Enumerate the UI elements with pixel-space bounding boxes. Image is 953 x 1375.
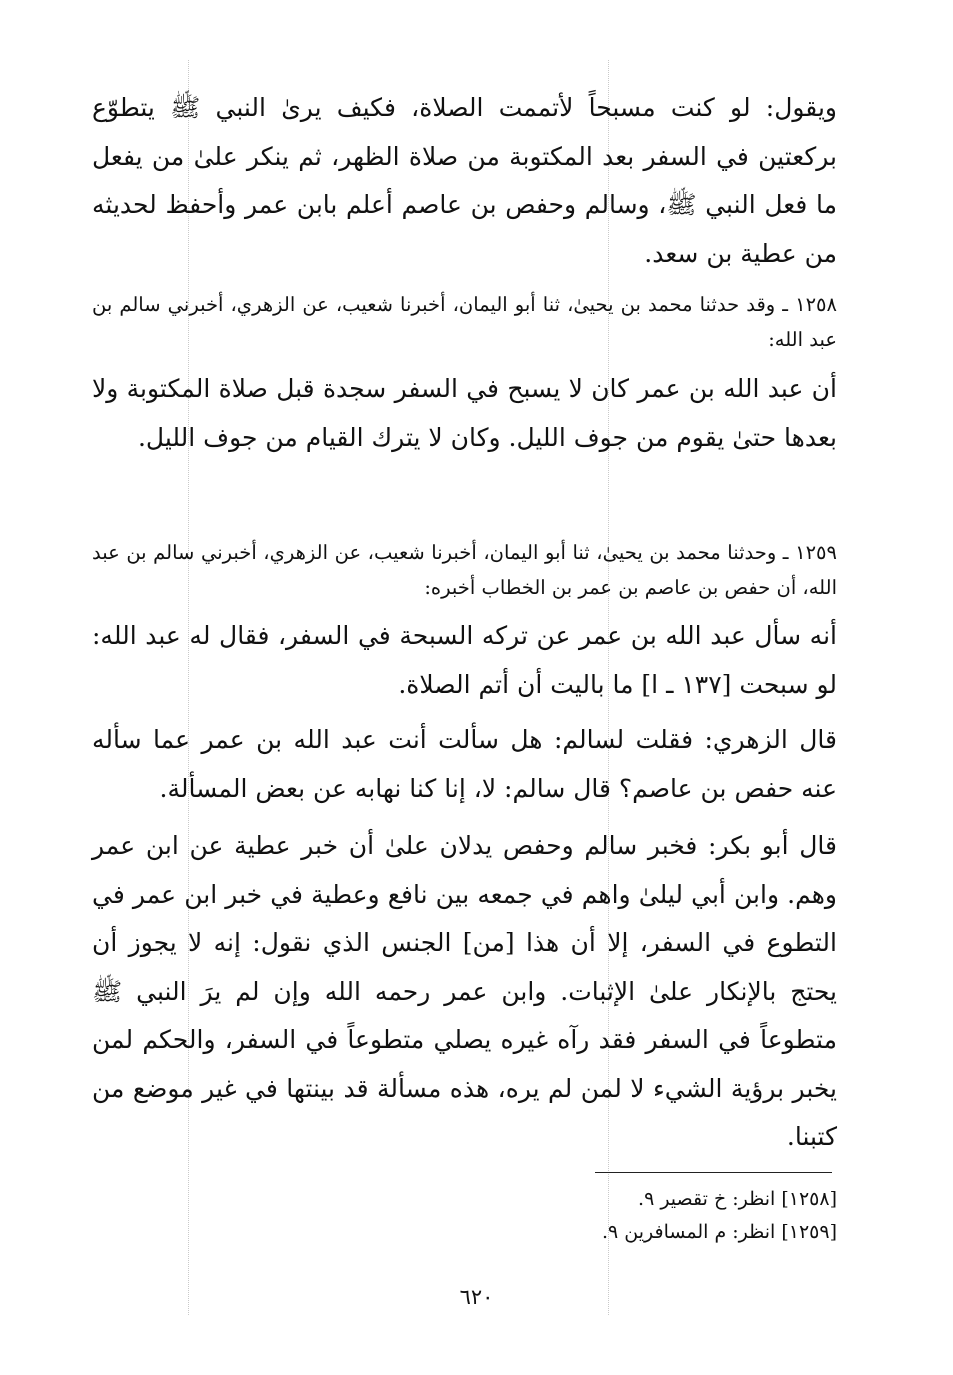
matn-1259: أنه سأل عبد الله بن عمر عن تركه السبحة في السفر، فقال له عبد الله: لو سبحت [١٣٧ ـ ا] ما باليت أن أتم الصلاة.: [92, 621, 837, 699]
matn-1258: أن عبد الله بن عمر كان لا يسبح في السفر سجدة قبل صلاة المكتوبة ولا بعدها حتىٰ يقوم من جوف الليل. وكان لا يترك القيام من جوف الليل.: [92, 374, 837, 452]
footnote-1258: [١٢٥٨] انظر: خ تقصير ٩.: [638, 1188, 837, 1210]
footnote-1259: [١٢٥٩] انظر: م المسافرين ٩.: [602, 1221, 837, 1243]
abu-bakr-paragraph: قال أبو بكر: فخبر سالم وحفص يدلان علىٰ أن خبر عطية عن ابن عمر وهم. وابن أبي ليلىٰ واهم في جمعه بين نافع وعطية في خبر ابن عمر في التطوع في السفر، إلا أن هذا [من] الجنس الذي نقول: إنه لا يجوز أن يحتج بالإنكار علىٰ الإثبات. وابن عمر رحمه الله وإن لم يرَ النبي ﷺ متطوعاً في السفر فقد رآه غيره يصلي متطوعاً في السفر، والحكم لمن يخبر برؤية الشيء لا لمن لم يره، هذه مسألة قد بينتها في غير موضع من كتبنا.: [92, 831, 837, 1151]
zuhri-paragraph: قال الزهري: فقلت لسالم: هل سألت أنت عبد الله بن عمر عما سأله عنه حفص بن عاصم؟ قال سالم: لا، إنا كنا نهابه عن بعض المسألة.: [92, 725, 837, 803]
isnad-1258: ١٢٥٨ ـ وقد حدثنا محمد بن يحيىٰ، ثنا أبو اليمان، أخبرنا شعيب، عن الزهري، أخبرني سالم بن عبد الله:: [92, 293, 837, 351]
isnad-1259: ١٢٥٩ ـ وحدثنا محمد بن يحيىٰ، ثنا أبو اليمان، أخبرنا شعيب، عن الزهري، أخبرني سالم بن عبد الله، أن حفص بن عاصم بن عمر بن الخطاب أخبره:: [92, 541, 837, 599]
page-number: ٦٢٠: [459, 1285, 494, 1309]
paragraph-1: ويقول: لو كنت مسبحاً لأتممت الصلاة، فكيف يرىٰ النبي ﷺ يتطوّع بركعتين في السفر بعد المكتوبة من صلاة الظهر، ثم ينكر علىٰ من يفعل ما فعل النبي ﷺ، وسالم وحفص بن عاصم أعلم بابن عمر وأحفظ لحديثه من عطية بن سعد.: [92, 93, 837, 268]
footnote-divider: [595, 1172, 832, 1173]
